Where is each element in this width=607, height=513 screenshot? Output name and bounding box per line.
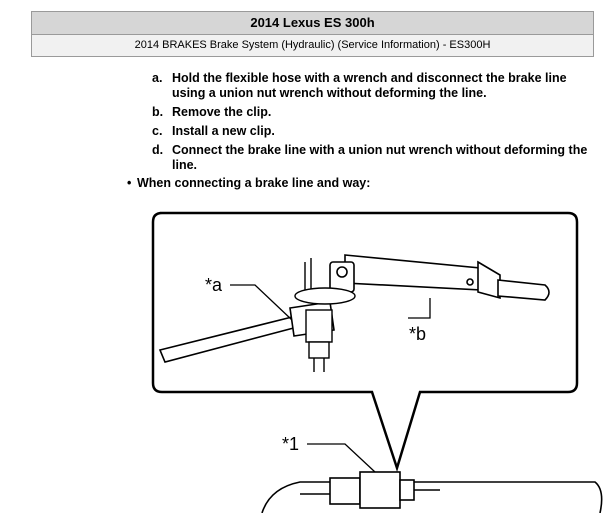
step-letter: a. xyxy=(152,71,163,85)
step-letter: c. xyxy=(152,124,163,138)
callout-b: *b xyxy=(409,324,427,344)
step-letter: d. xyxy=(152,143,164,157)
step-text: Install a new clip. xyxy=(172,124,275,138)
bullet-dot-icon: • xyxy=(127,176,132,190)
step-text: Remove the clip. xyxy=(172,105,272,119)
lower-fitting xyxy=(262,472,602,513)
callout-1: *1 xyxy=(282,434,300,454)
step-text: Connect the brake line with a union nut wrench without deforming the line. xyxy=(172,143,588,172)
document-title: 2014 Lexus ES 300h xyxy=(32,12,593,35)
callout-1-leader xyxy=(307,444,375,472)
callout-a: *a xyxy=(205,275,223,295)
step-text: Hold the flexible hose with a wrench and disconnect the brake line using a union nut wrench without deforming the line. xyxy=(172,71,567,100)
bullet-text: When connecting a brake line and way: xyxy=(137,176,371,190)
document-subtitle: 2014 BRAKES Brake System (Hydraulic) (Service Information) - ES300H xyxy=(32,35,593,56)
step-letter: b. xyxy=(152,105,164,119)
